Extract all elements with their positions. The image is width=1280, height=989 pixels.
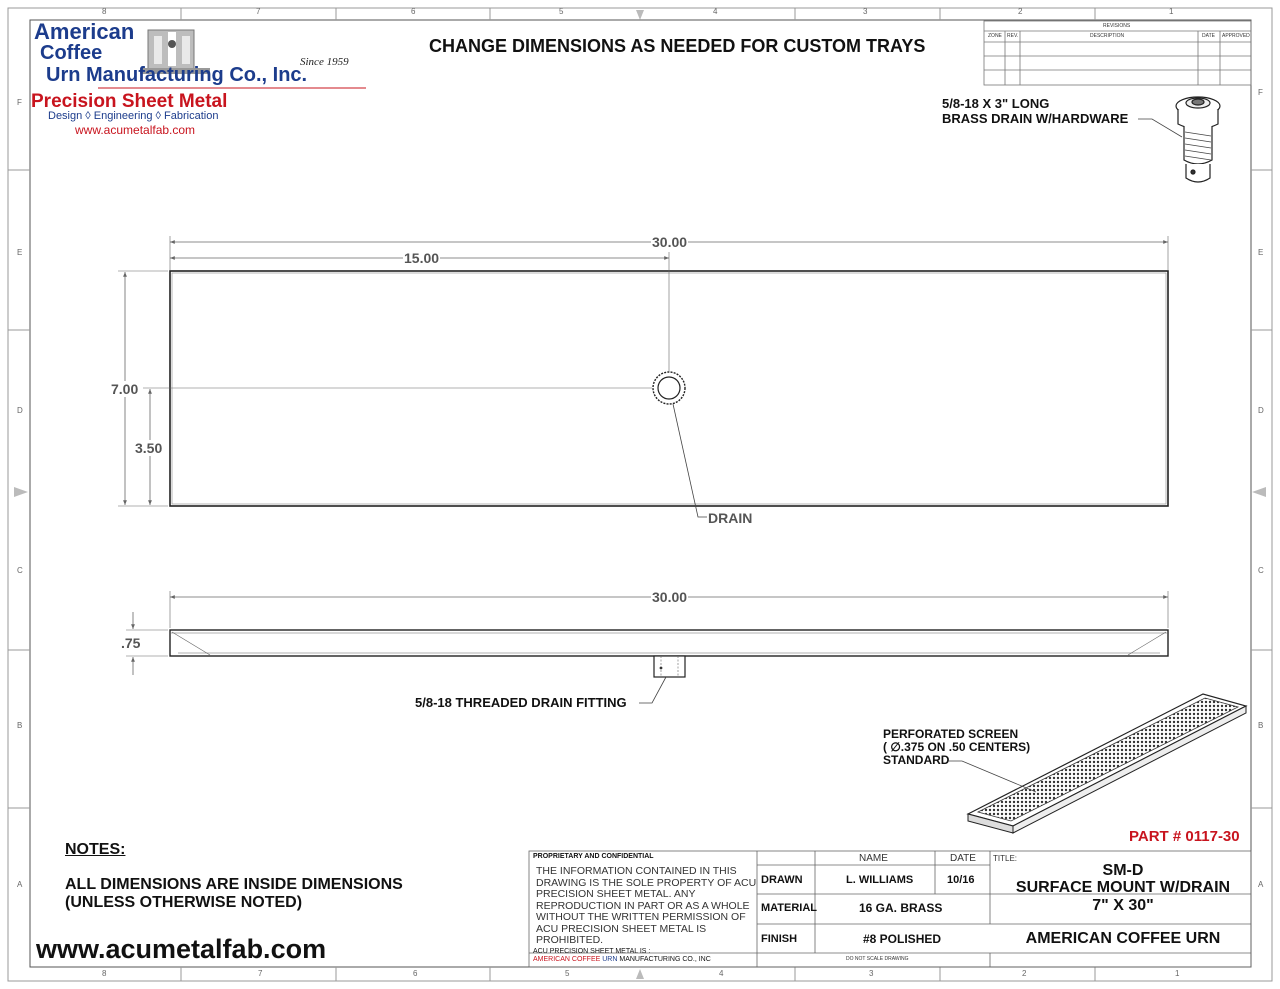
drawing-title-3: 7" X 30" xyxy=(1092,897,1154,914)
drawing-title-1: SM-D xyxy=(1102,862,1144,879)
grid-row-b-left: B xyxy=(17,721,23,730)
grid-col-7-top: 7 xyxy=(256,7,261,16)
finish-value: #8 POLISHED xyxy=(863,932,942,946)
dim-30-top: 30.00 xyxy=(652,234,688,250)
grid-col-4-bottom: 4 xyxy=(719,969,724,978)
grid-col-2-bottom: 2 xyxy=(1022,969,1027,978)
dim-3-5: 3.50 xyxy=(135,440,163,456)
drain-fitting xyxy=(654,656,685,677)
rev-col-description: DESCRIPTION xyxy=(1090,33,1125,39)
acu-coffee: COFFEE xyxy=(571,956,601,963)
notes-line-2: (UNLESS OTHERWISE NOTED) xyxy=(65,894,303,911)
drawn-date: 10/16 xyxy=(947,874,975,886)
grid-row-d-right: D xyxy=(1258,406,1264,415)
logo-brand: Precision Sheet Metal xyxy=(31,91,228,112)
revisions-caption: REVISIONS xyxy=(1103,23,1131,29)
grid-col-7-bottom: 7 xyxy=(258,969,263,978)
acu-line-2 xyxy=(533,956,711,963)
footer-url[interactable]: www.acumetalfab.com xyxy=(36,934,327,964)
rev-col-approved: APPROVED xyxy=(1222,33,1250,39)
material-label: MATERIAL xyxy=(761,902,818,914)
acu-american: AMERICAN xyxy=(533,956,570,963)
drain-hole-inner xyxy=(658,377,680,399)
name-header: NAME xyxy=(859,853,888,864)
revisions-table xyxy=(984,21,1251,85)
drain-hardware-callout-2: BRASS DRAIN W/HARDWARE xyxy=(942,111,1129,126)
drawing-title-2: SURFACE MOUNT W/DRAIN xyxy=(1015,879,1231,896)
dim-075: .75 xyxy=(121,635,141,651)
grid-row-d-left: D xyxy=(17,406,23,415)
notes-line-1: ALL DIMENSIONS ARE INSIDE DIMENSIONS xyxy=(65,876,403,893)
drain-label: DRAIN xyxy=(708,510,753,526)
center-mark-left xyxy=(14,487,28,497)
acu-urn: URN xyxy=(602,956,618,963)
center-mark-top xyxy=(636,10,644,20)
top-view xyxy=(118,236,1168,517)
screen-callout-2: ( ∅.375 ON .50 CENTERS) xyxy=(883,740,1031,754)
no-scale-note: DO NOT SCALE DRAWING xyxy=(846,956,909,962)
drain-hardware-illustration xyxy=(1138,97,1220,182)
title-company: AMERICAN COFFEE URN xyxy=(1025,930,1221,947)
proprietary-text: THE INFORMATION CONTAINED IN THIS DRAWING IS THE SOLE PROPERTY OF ACU PRECISION SHEET METAL. ANY REPRODUCTION IN PART OR AS A WHOLE WITHOUT THE WRITTEN PERMISSION OF ACU PRECISION SHEET METAL IS PROHIBITED. xyxy=(536,865,757,946)
fitting-leader xyxy=(639,677,666,703)
proprietary-heading: PROPRIETARY AND CONFIDENTIAL xyxy=(533,853,654,860)
logo-url[interactable]: www.acumetalfab.com xyxy=(75,123,196,137)
dim-15: 15.00 xyxy=(404,250,440,266)
grid-row-c-left: C xyxy=(17,566,23,575)
grid-col-8-top: 8 xyxy=(102,7,107,16)
logo-since: Since 1959 xyxy=(300,56,349,68)
rev-col-rev: REV. xyxy=(1007,33,1019,39)
grid-row-b-right: B xyxy=(1258,721,1264,730)
logo-line-coffee: Coffee xyxy=(40,42,103,64)
grid-col-3-top: 3 xyxy=(863,7,868,16)
material-value: 16 GA. BRASS xyxy=(859,901,943,915)
title-label: TITLE: xyxy=(993,854,1018,863)
logo-services: Design ◊ Engineering ◊ Fabrication xyxy=(48,110,219,122)
grid-col-8-bottom: 8 xyxy=(102,969,107,978)
screen-callout-1: PERFORATED SCREEN xyxy=(883,727,1019,741)
finish-label: FINISH xyxy=(761,933,798,945)
center-mark-bottom xyxy=(636,969,644,979)
acu-manufacturing: MANUFACTURING CO., INC xyxy=(619,956,711,963)
grid-col-6-bottom: 6 xyxy=(413,969,418,978)
grid-col-2-top: 2 xyxy=(1018,7,1023,16)
grid-col-4-top: 4 xyxy=(713,7,718,16)
grid-col-3-bottom: 3 xyxy=(869,969,874,978)
grid-col-5-top: 5 xyxy=(559,7,564,16)
rev-col-date: DATE xyxy=(1202,33,1215,39)
grid-col-6-top: 6 xyxy=(411,7,416,16)
center-mark-right xyxy=(1252,487,1266,497)
grid-col-1-top: 1 xyxy=(1169,7,1174,16)
notes-heading: NOTES: xyxy=(65,841,126,858)
dim-30-side: 30.00 xyxy=(652,589,688,605)
drain-hardware-callout-1: 5/8-18 X 3" LONG xyxy=(942,96,1050,111)
threaded-fitting-callout: 5/8-18 THREADED DRAIN FITTING xyxy=(415,695,627,710)
logo-line-american: American xyxy=(34,19,135,44)
screen-callout-3: STANDARD xyxy=(883,753,950,767)
part-number: PART # 0117-30 xyxy=(1129,828,1240,845)
grid-row-e-right: E xyxy=(1258,248,1264,257)
grid-row-e-left: E xyxy=(17,248,23,257)
grid-row-c-right: C xyxy=(1258,566,1264,575)
grid-col-5-bottom: 5 xyxy=(565,969,570,978)
rev-col-zone: ZONE xyxy=(988,33,1002,39)
drawn-label: DRAWN xyxy=(761,874,803,886)
page-title: CHANGE DIMENSIONS AS NEEDED FOR CUSTOM TRAYS xyxy=(429,36,926,56)
logo-line-urn: Urn Manufacturing Co., Inc. xyxy=(46,64,308,86)
drawn-name: L. WILLIAMS xyxy=(846,874,914,886)
tray-outline-side xyxy=(170,630,1168,656)
side-view xyxy=(126,591,1168,703)
grid-row-a-right: A xyxy=(1258,880,1264,889)
dim-7: 7.00 xyxy=(111,381,139,397)
perforated-screen-illustration xyxy=(949,694,1246,833)
grid-row-f-left: F xyxy=(17,98,22,107)
grid-row-f-right: F xyxy=(1258,88,1263,97)
grid-col-1-bottom: 1 xyxy=(1175,969,1180,978)
grid-row-a-left: A xyxy=(17,880,23,889)
acu-line-1: ACU PRECISION SHEET METAL IS : xyxy=(533,948,651,955)
date-header: DATE xyxy=(950,853,976,864)
